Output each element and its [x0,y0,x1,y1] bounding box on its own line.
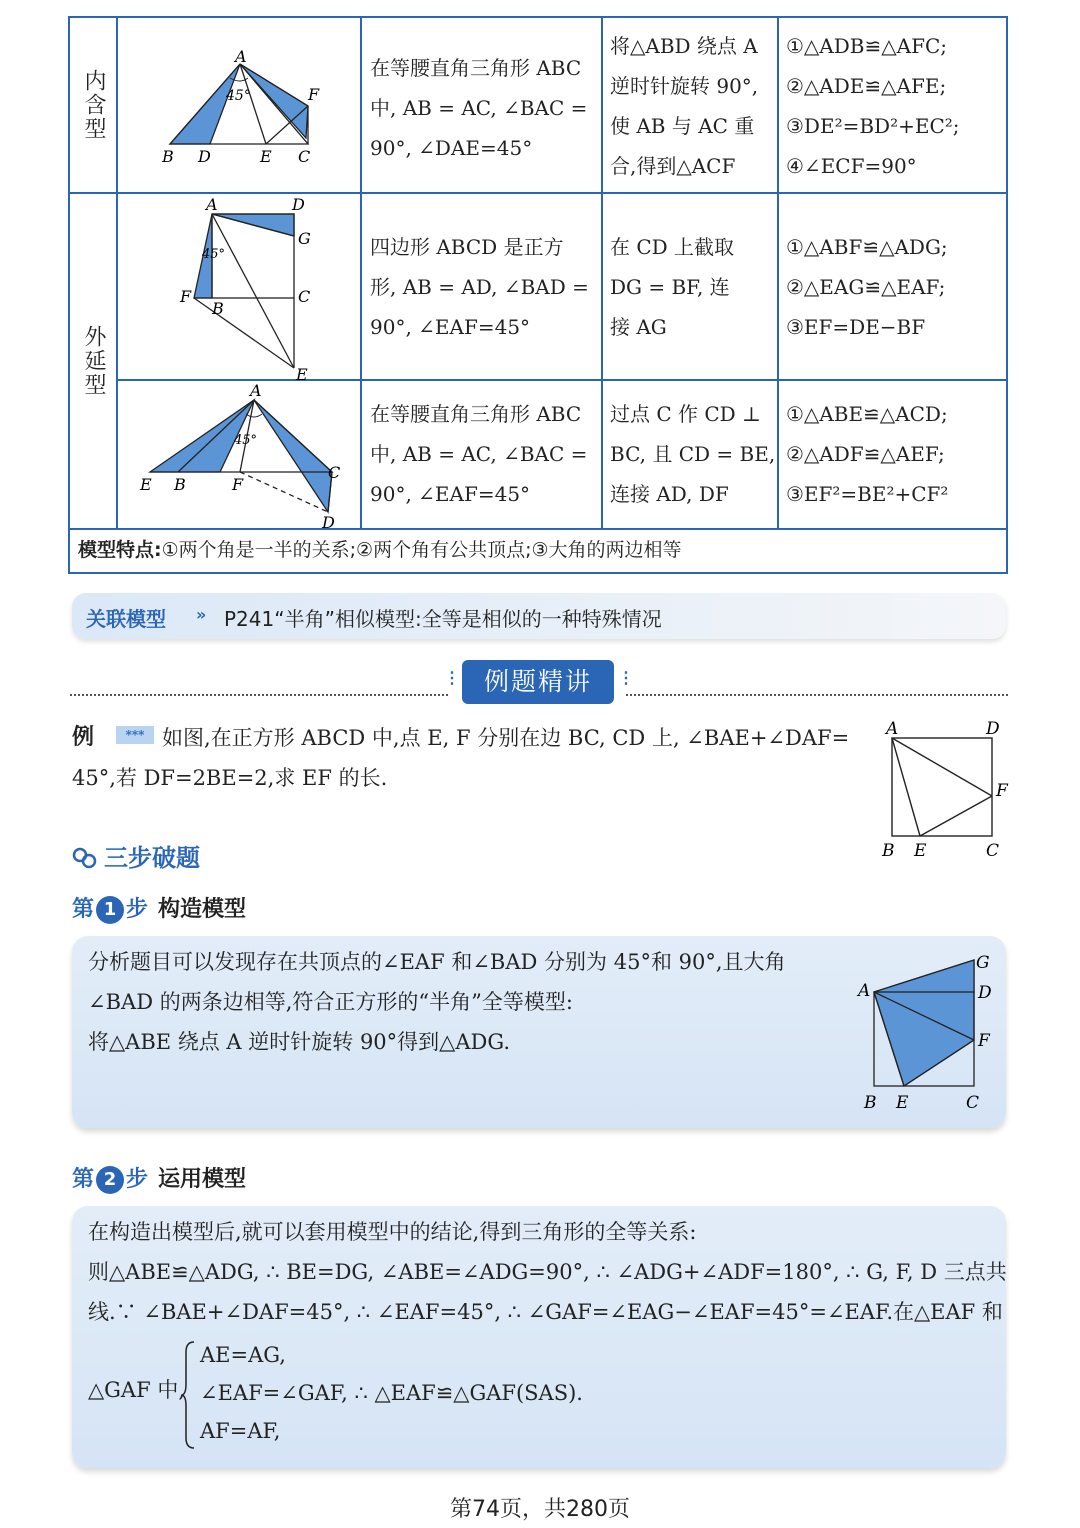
example-problem [72,718,862,798]
conclusion-cell: ①△ADB≌△AFC; ②△ADE≌△AFE; ③DE²=BD²+EC²; ④∠ECF=90° [786,34,960,178]
point-label: B [864,1093,877,1113]
step-number-badge: 1 [96,896,124,924]
point-label: E [140,475,152,494]
step2-panel [72,1206,1006,1468]
three-steps-heading: 三步破题 [72,838,200,873]
page-footer: 第74页，共280页 [450,1497,630,1522]
row-group-label: 外延型 [81,325,106,397]
point-label: D [322,513,335,530]
related-model-bar [72,593,1006,639]
section-deco-icon: ⋮ [618,668,634,687]
point-label: E [896,1093,909,1113]
model-table [68,16,1008,574]
step1-figure [856,942,1002,1120]
angle-label: 45° [234,433,258,448]
features-text: ①两个角是一半的关系;②两个角有公共顶点;③大角的两边相等 [161,539,682,561]
point-label: E [260,147,272,166]
step2-heading: 第 2 步 运用模型 [72,1167,247,1192]
square-model-diagram [156,196,316,380]
table-divider [70,192,1006,194]
features-label: 模型特点: [78,539,162,561]
step1-heading: 第 1 步 构造模型 [72,897,247,922]
conclusion-cell: ①△ABF≌△ADG; ②△EAG≌△EAF; ③EF=DE−BF [786,235,948,339]
point-label: F [996,781,1008,801]
point-label: F [232,475,244,494]
section-divider [626,694,1008,696]
condition-cell: 在等腰直角三角形 ABC 中, AB = AC, ∠BAC = 90°, ∠DAE=45° [370,56,588,160]
method-cell: 将△ABD 绕点 A 逆时针旋转 90°, 使 AB 与 AC 重 合,得到△ACF [610,34,759,178]
point-label: B [174,475,186,494]
problem-line: 如图,在正方形 ABCD 中,点 E, F 分别在边 BC, CD 上, ∠BAE+∠DAF= [162,726,850,750]
example-label: 例 [72,725,95,750]
section-title: 例题精讲 [462,660,614,704]
table-divider [116,18,118,528]
section-deco-icon: ⋮ [444,668,460,687]
point-label: E [914,841,927,861]
point-label: A [886,719,899,739]
method-cell: 过点 C 作 CD ⊥ BC, 且 CD = BE, 连接 AD, DF [610,402,776,506]
point-label: C [328,463,341,482]
table-divider [360,18,362,528]
double-arrow-icon: » [196,605,207,624]
point-label: C [966,1093,980,1113]
brace-prefix: △GAF 中, [88,1378,186,1402]
point-label: C [298,147,311,166]
point-label: B [212,299,224,318]
angle-label: 45° [202,247,226,262]
point-label: C [298,287,311,306]
point-label: D [292,196,305,214]
inner-model-diagram [122,48,358,188]
point-label: F [308,85,320,104]
point-label: D [978,983,992,1003]
table-divider [777,18,779,528]
point-label: G [298,229,311,248]
triangle-extension-diagram [122,380,358,530]
condition-cell: 在等腰直角三角形 ABC 中, AB = AC, ∠BAC = 90°, ∠EAF=45° [370,402,588,506]
point-label: B [882,841,895,861]
left-brace-icon [182,1340,196,1450]
point-label: A [206,196,218,214]
link-icon [72,847,98,869]
point-label: E [296,365,308,380]
problem-line: 45°,若 DF=2BE=2,求 EF 的长. [72,766,388,790]
point-label: D [198,147,211,166]
step-number-badge: 2 [96,1166,124,1194]
point-label: B [162,147,174,166]
example-figure [876,716,1016,864]
condition-cell: 四边形 ABCD 是正方 形, AB = AD, ∠BAD = 90°, ∠EAF=45° [370,235,589,339]
difficulty-stars-badge: *** [116,726,154,744]
point-label: F [180,287,192,306]
angle-label: 45° [226,88,251,104]
point-label: C [986,841,1000,861]
table-divider [601,18,603,528]
step2-text: 在构造出模型后,就可以套用模型中的结论,得到三角形的全等关系: 则△ABE≌△ADG, ∴ BE=DG, ∠ABE=∠ADG=90°, ∴ ∠ADG+∠ADF=180°, ∴ G, F, D 三点共 线.∵ ∠BAE+∠DAF=45°, ∴ ∠EAF=45°, ∴ ∠GAF=∠EAG−∠EAF=45°=∠EAF.在△EAF 和 [88,1220,1007,1324]
point-label: D [986,719,1000,739]
point-label: A [250,381,262,400]
model-features [78,534,682,566]
step1-panel [72,936,1006,1128]
conclusion-cell: ①△ABE≌△ACD; ②△ADF≌△AEF; ③EF²=BE²+CF² [786,402,949,506]
method-cell: 在 CD 上截取 DG = BF, 连 接 AG [610,235,735,339]
section-divider [70,694,448,696]
point-label: F [978,1031,990,1051]
related-link[interactable]: P241“半角”相似模型:全等是相似的一种特殊情况 [224,607,662,631]
brace-lines: AE=AG, ∠EAF=∠GAF, ∴ △EAF≌△GAF(SAS). AF=AF, [200,1343,583,1443]
row-group-label: 内含型 [81,69,106,141]
point-label: A [858,981,871,1001]
related-tag: 关联模型 [86,607,166,631]
point-label: A [235,48,247,66]
point-label: G [976,953,990,973]
step1-text: 分析题目可以发现存在共顶点的∠EAF 和∠BAD 分别为 45°和 90°,且大角 ∠BAD 的两条边相等,符合正方形的“半角”全等模型: 将△ABE 绕点 A 逆时针旋转 90°得到△ADG. [88,950,786,1054]
